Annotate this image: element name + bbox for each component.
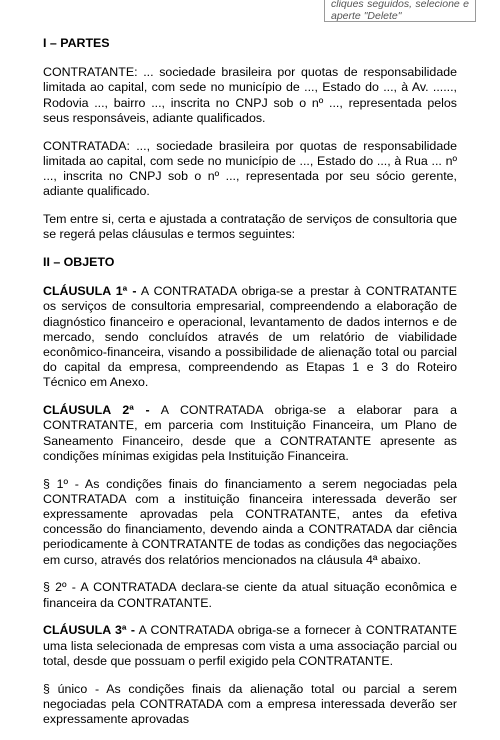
contract-document xyxy=(43,36,457,740)
section-heading-objeto: II – OBJETO xyxy=(43,255,115,270)
clause-3 xyxy=(43,623,457,669)
tooltip-line-2: aperte "Delete" xyxy=(331,10,402,22)
clause-2-text: A CONTRATADA obriga-se a elaborar para a CONTRATANTE, em parceria com Instituição Financeira, um Plano de Saneamento Financeiro, desde que a CONTRATANTE apresente as condições mínimas exigidas pela Instituição Financeira. xyxy=(43,403,458,463)
paragraph-unico: § único - As condições finais da alienação total ou parcial a serem negociadas pela CONTRATADA com a empresa interessada deverão ser expressamente aprovadas xyxy=(43,681,457,727)
tooltip-hint xyxy=(324,0,476,22)
paragraph-intro: Tem entre si, certa e ajustada a contratação de serviços de consultoria que se regerá pelas cláusulas e termos seguintes: xyxy=(43,212,457,242)
clause-2 xyxy=(43,403,457,464)
paragraph-contratante: CONTRATANTE: ... sociedade brasileira por quotas de responsabilidade limitada ao capital, com sede no município de ..., Estado do ..., à Av. ......, Rodovia ..., bairro ..., inscrita no CNPJ sob o nº ..., representada pelos seus responsáveis, adiante qualificados. xyxy=(43,65,457,125)
clause-3-lead: CLÁUSULA 3ª - xyxy=(43,623,135,638)
tooltip-line-1: cliques seguidos, selecione e xyxy=(331,0,469,10)
clause-1-lead: CLÁUSULA 1ª - xyxy=(43,284,137,299)
paragraph-2: § 2º - A CONTRATADA declara-se ciente da atual situação econômica e financeira da CONTRATANTE. xyxy=(43,580,457,610)
clause-1-text: A CONTRATADA obriga-se a prestar à CONTRATANTE os serviços de consultoria empresarial, compreendendo a elaboração de diagnóstico financeiro e operacional, levantamento de dados internos e de mercado, sendo concluídos através de um relatório de viabilidade econômico-financeira, visando a possibilidade de alienação total ou parcial do capital da empresa, compreendendo as Etapas 1 e 3 do Roteiro Técnico em Anexo. xyxy=(43,284,457,390)
section-heading-partes: I – PARTES xyxy=(43,36,110,50)
paragraph-contratada: CONTRATADA: ..., sociedade brasileira por quotas de responsabilidade limitada ao capital, com sede no município de ..., Estado do ..., à Rua ... nº ..., inscrita no CNPJ sob o nº ..., representada por seu sócio gerente, adiante qualificado. xyxy=(43,138,457,199)
clause-2-lead: CLÁUSULA 2ª - xyxy=(43,403,150,418)
clause-1 xyxy=(43,284,457,390)
clause-3-text: A CONTRATADA obriga-se a fornecer à CONTRATANTE uma lista selecionada de empresas com vista a uma associação parcial ou total, desde que possuam o perfil exigido pela CONTRATANTE. xyxy=(43,623,457,668)
paragraph-1: § 1º - As condições finais do financiamento a serem negociadas pela CONTRATADA com a instituição financeira interessada deverão ser expressamente aprovadas pela CONTRATANTE, antes da efetiva concessão do financiamento, devendo ainda a CONTRATADA dar ciência periodicamente à CONTRATANTE de todas as condições das negociações em curso, através dos relatórios mencionados na cláusula 4ª abaixo. xyxy=(43,476,457,567)
